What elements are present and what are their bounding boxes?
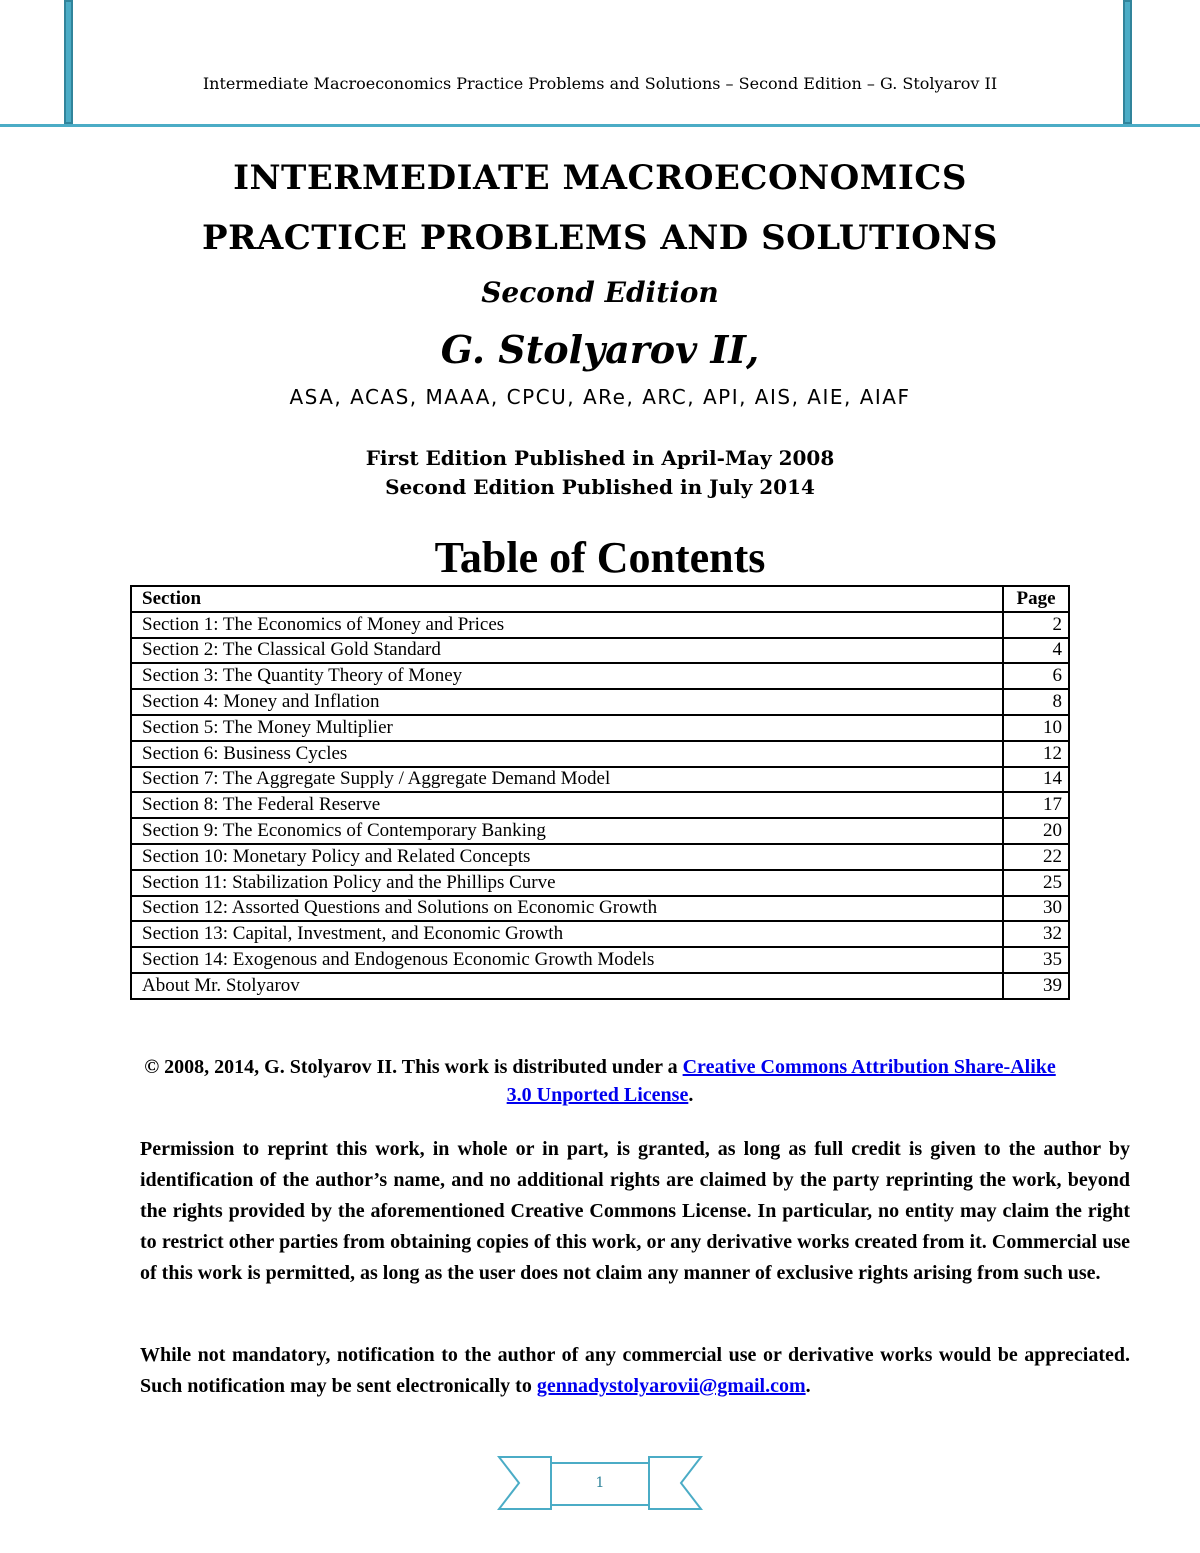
toc-col-page: Page [1003, 586, 1069, 612]
toc-row [131, 741, 1069, 767]
header-accent-bar-right [1123, 0, 1132, 124]
toc-row [131, 689, 1069, 715]
toc-section-title: Section 12: Assorted Questions and Solutions on Economic Growth [131, 896, 1003, 922]
toc-row [131, 896, 1069, 922]
toc-section-title: About Mr. Stolyarov [131, 973, 1003, 999]
toc-heading: Table of Contents [434, 533, 766, 582]
toc-page-number: 25 [1003, 870, 1069, 896]
toc-page-number: 35 [1003, 947, 1069, 973]
toc-row [131, 792, 1069, 818]
toc-page-number: 30 [1003, 896, 1069, 922]
header-accent-bar-left [64, 0, 73, 124]
toc-page-number: 14 [1003, 767, 1069, 793]
toc-row [131, 767, 1069, 793]
toc-section-title: Section 2: The Classical Gold Standard [131, 638, 1003, 664]
toc-row [131, 973, 1069, 999]
edition-label: Second Edition [481, 276, 719, 309]
toc-page-number: 32 [1003, 921, 1069, 947]
toc-page-number: 22 [1003, 844, 1069, 870]
toc-page-number: 17 [1003, 792, 1069, 818]
toc-section-title: Section 4: Money and Inflation [131, 689, 1003, 715]
toc-section-title: Section 7: The Aggregate Supply / Aggregate Demand Model [131, 767, 1003, 793]
second-edition-date: Second Edition Published in July 2014 [385, 475, 815, 499]
book-title-line2: PRACTICE PROBLEMS AND SOLUTIONS [202, 218, 998, 258]
notification-text: While not mandatory, notification to the author of any commercial use or derivative works would be appreciated. Such notification may be sent electronically to [140, 1344, 1130, 1397]
toc-page-number: 8 [1003, 689, 1069, 715]
toc-page-number: 2 [1003, 612, 1069, 638]
toc-page-number: 12 [1003, 741, 1069, 767]
copyright-text: © 2008, 2014, G. Stolyarov II. This work is distributed under a [144, 1056, 683, 1078]
toc-section-title: Section 6: Business Cycles [131, 741, 1003, 767]
toc-header-row [131, 586, 1069, 612]
book-title-line1: INTERMEDIATE MACROECONOMICS [233, 158, 967, 198]
header-rule [0, 124, 1200, 127]
toc-row [131, 844, 1069, 870]
toc-page-number: 4 [1003, 638, 1069, 664]
toc-row [131, 638, 1069, 664]
toc-section-title: Section 14: Exogenous and Endogenous Economic Growth Models [131, 947, 1003, 973]
permission-paragraph: Permission to reprint this work, in whole or in part, is granted, as long as full credit is given to the author by identification of the author’s name, and no additional rights are claimed by the party reprinting the work, beyond the rights provided by the aforementioned Creative Commons License. In particular, no entity may claim the right to restrict other parties from obtaining copies of this work, or any derivative works created from it. Commercial use of this work is permitted, as long as the user does not claim any manner of exclusive rights arising from such use. [140, 1138, 1130, 1284]
toc-row [131, 947, 1069, 973]
toc-col-section: Section [131, 586, 1003, 612]
notification-paragraph [140, 1340, 1130, 1402]
first-edition-date: First Edition Published in April-May 2008 [365, 446, 835, 470]
toc-row [131, 715, 1069, 741]
toc-section-title: Section 5: The Money Multiplier [131, 715, 1003, 741]
copyright-notice [140, 1053, 1060, 1109]
license-link[interactable]: Creative Commons Attribution Share-Alike 3.0 Unported License [506, 1056, 1056, 1106]
toc-section-title: Section 13: Capital, Investment, and Economic Growth [131, 921, 1003, 947]
toc-section-title: Section 9: The Economics of Contemporary Banking [131, 818, 1003, 844]
copyright-suffix: . [688, 1084, 694, 1106]
toc-table [130, 585, 1070, 1000]
email-link[interactable]: gennadystolyarovii@gmail.com [536, 1375, 806, 1397]
toc-page-number: 10 [1003, 715, 1069, 741]
toc-section-title: Section 3: The Quantity Theory of Money [131, 663, 1003, 689]
toc-row [131, 921, 1069, 947]
author-credentials: ASA, ACAS, MAAA, CPCU, ARe, ARC, API, AIS, AIE, AIAF [289, 385, 911, 409]
author-name: G. Stolyarov II, [440, 327, 760, 372]
toc-section-title: Section 1: The Economics of Money and Prices [131, 612, 1003, 638]
toc-row [131, 612, 1069, 638]
toc-page-number: 20 [1003, 818, 1069, 844]
toc-section-title: Section 8: The Federal Reserve [131, 792, 1003, 818]
toc-section-title: Section 10: Monetary Policy and Related Concepts [131, 844, 1003, 870]
running-header: Intermediate Macroeconomics Practice Problems and Solutions – Second Edition – G. Stolyarov II [202, 74, 998, 93]
toc-section-title: Section 11: Stabilization Policy and the Phillips Curve [131, 870, 1003, 896]
toc-page-number: 6 [1003, 663, 1069, 689]
notification-suffix: . [805, 1375, 811, 1397]
toc-row [131, 663, 1069, 689]
page-number: 1 [595, 1475, 605, 1491]
toc-page-number: 39 [1003, 973, 1069, 999]
toc-row [131, 870, 1069, 896]
toc-row [131, 818, 1069, 844]
